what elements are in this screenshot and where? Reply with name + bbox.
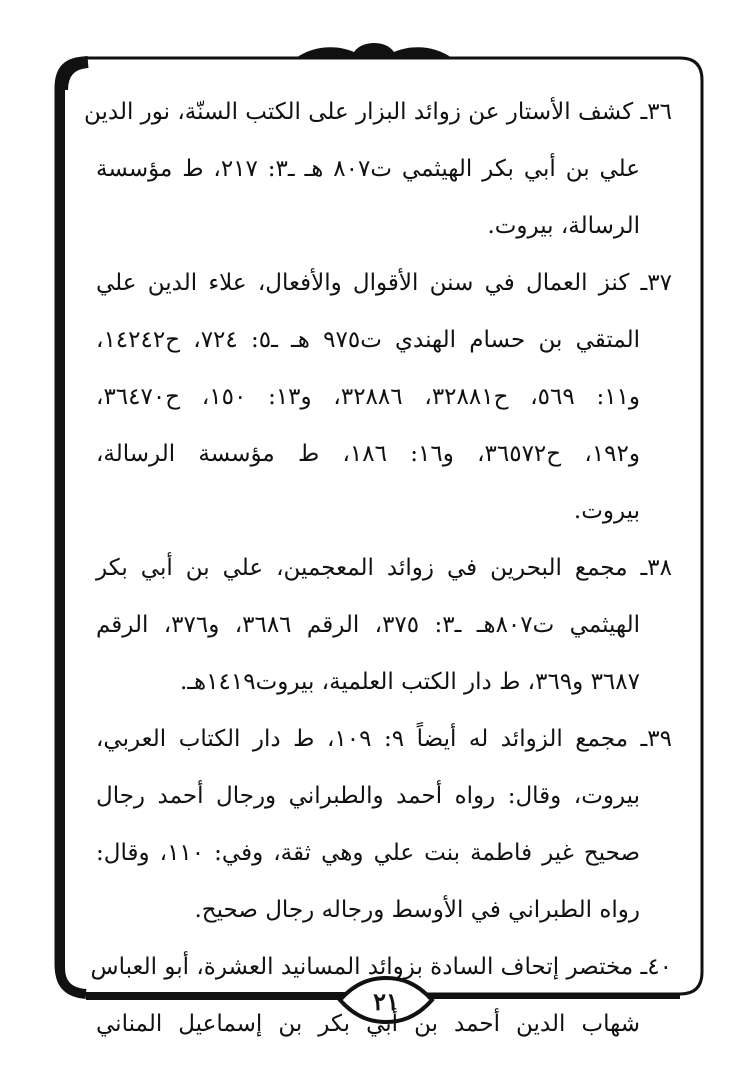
entry-line: رواه الطبراني في الأوسط ورجاله رجال صحيح. [194, 897, 640, 923]
reference-entry-39 [96, 711, 672, 939]
reference-entry-36 [83, 84, 672, 255]
entry-line: الهيثمي ت٨٠٧هـ ـ٣: ٣٧٥، الرقم ٣٦٨٦، و٣٧٦، الرقم [96, 612, 640, 638]
entry-line: ٣٩ـ مجمع الزوائد له أيضاً ٩: ١٠٩، ط دار الكتاب العربي، [96, 726, 672, 752]
entry-line: شهاب الدين أحمد بن أبي بكر بن إسماعيل المناني [96, 1011, 640, 1037]
entry-line: ٣٦٨٧ و٣٦٩، ط دار الكتب العلمية، بيروت١٤١٩هـ. [179, 669, 640, 695]
entry-line: ٤٠ـ مختصر إتحاف السادة بزوائد المسانيد العشرة، أبو العباس [90, 954, 672, 980]
top-ornament [296, 43, 452, 58]
reference-entry-38 [96, 540, 672, 711]
entry-line: ٣٦ـ كشف الأستار عن زوائد البزار على الكتب السنّة، نور الدين [83, 99, 672, 125]
entry-line: بيروت، وقال: رواه أحمد والطبراني ورجال أحمد رجال [96, 783, 640, 809]
entry-line: بيروت. [573, 498, 640, 524]
page-body [83, 84, 672, 1053]
entry-line: ٣٨ـ مجمع البحرين في زوائد المعجمين، علي بن أبي بكر [96, 555, 672, 581]
entry-line: و١١: ٥٦٩، ح٣٢٨٨١، ٣٢٨٨٦، و١٣: ١٥٠، ح٣٦٤٧٠، [96, 384, 641, 410]
entry-line: صحيح غير فاطمة بنت علي وهي ثقة، وفي: ١١٠، وقال: [96, 840, 640, 866]
entry-line: المتقي بن حسام الهندي ت٩٧٥ هـ ـ٥: ٧٢٤، ح١٤٢٤٢، [96, 327, 641, 353]
reference-entry-37 [96, 255, 672, 540]
entry-line: علي بن أبي بكر الهيثمي ت٨٠٧ هـ ـ٣: ٢١٧، ط مؤسسة [96, 156, 641, 182]
entry-line: و١٩٢، ح٣٦٥٧٢، و١٦: ١٨٦، ط مؤسسة الرسالة، [96, 441, 640, 467]
entry-line: ٣٧ـ كنز العمال في سنن الأقوال والأفعال، علاء الدين علي [96, 270, 672, 296]
entry-line: الرسالة، بيروت. [487, 213, 640, 239]
page-number: ٢١ [373, 987, 399, 1016]
